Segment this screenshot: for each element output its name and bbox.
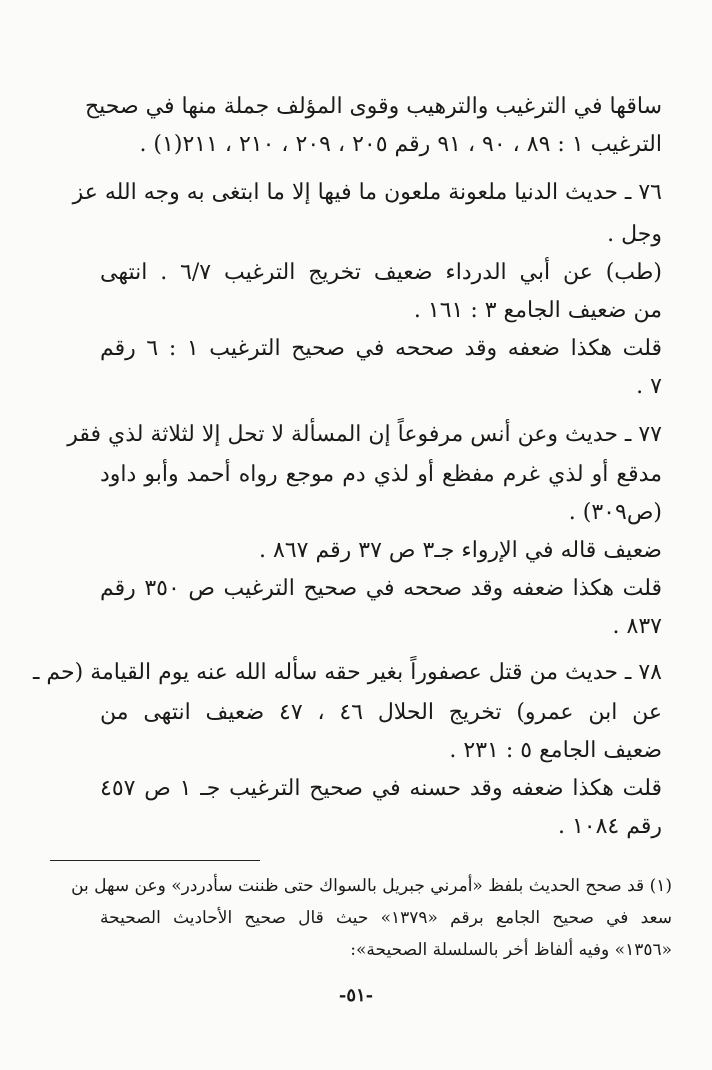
body-line: الترغيب ١ : ٨٩ ، ٩٠ ، ٩١ رقم ٢٠٥ ، ٢٠٩ ، ٢١٠ ، ٢١١(١) . (139, 132, 662, 157)
body-line: ضعيف الجامع ٥ : ٢٣١ . (449, 738, 662, 763)
body-line: قلت هكذا ضعفه وقد حسنه في صحيح الترغيب جـ ١ ص ٤٥٧ (100, 776, 662, 801)
body-line: رقم ١٠٨٤ . (557, 814, 662, 839)
footnote-line: (١) قد صحح الحديث بلفظ «أمرني جبريل بالسواك حتى ظننت سأدردر» وعن سهل بن (71, 876, 672, 896)
hadith-78-heading: ٧٨ ـ حديث من قتل عصفوراً بغير حقه سأله الله عنه يوم القيامة (حم ـ (32, 660, 662, 685)
footnote-line: «١٣٥٦» وفيه ألفاظ أخر بالسلسلة الصحيحة»: (350, 940, 672, 960)
body-line: ٨٣٧ . (612, 614, 662, 639)
body-line: مدقع أو لذي غرم مفظع أو لذي دم موجع رواه أحمد وأبو داود (100, 462, 662, 487)
hadith-77-heading: ٧٧ ـ حديث وعن أنس مرفوعاً إن المسألة لا تحل إلا لثلاثة لذي فقر (67, 422, 662, 447)
body-line: وجل . (607, 222, 662, 247)
body-line: ٧ . (636, 374, 662, 399)
body-line: قلت هكذا ضعفه وقد صححه في صحيح الترغيب ص ٣٥٠ رقم (100, 576, 662, 601)
footnote-divider (50, 860, 260, 861)
footnote-line: سعد في صحيح الجامع برقم «١٣٧٩» حيث قال صحيح الأحاديث الصحيحة (100, 908, 672, 928)
body-line: قلت هكذا ضعفه وقد صححه في صحيح الترغيب ١ : ٦ رقم (100, 336, 662, 361)
body-line: عن ابن عمرو) تخريج الحلال ٤٦ ، ٤٧ ضعيف انتهى من (100, 700, 662, 725)
page-number: -٥١- (338, 985, 374, 1006)
body-line: ضعيف قاله في الإرواء جـ٣ ص ٣٧ رقم ٨٦٧ . (259, 538, 662, 563)
body-line: ساقها في الترغيب والترهيب وقوى المؤلف جملة منها في صحيح (84, 94, 662, 119)
body-line: (ص٣٠٩) . (568, 500, 662, 525)
hadith-76-heading: ٧٦ ـ حديث الدنيا ملعونة ملعون ما فيها إلا ما ابتغى به وجه الله عز (72, 180, 662, 205)
body-line: (طب) عن أبي الدرداء ضعيف تخريج الترغيب ٦/٧ . انتهى (100, 260, 662, 285)
body-line: من ضعيف الجامع ٣ : ١٦١ . (413, 298, 662, 323)
